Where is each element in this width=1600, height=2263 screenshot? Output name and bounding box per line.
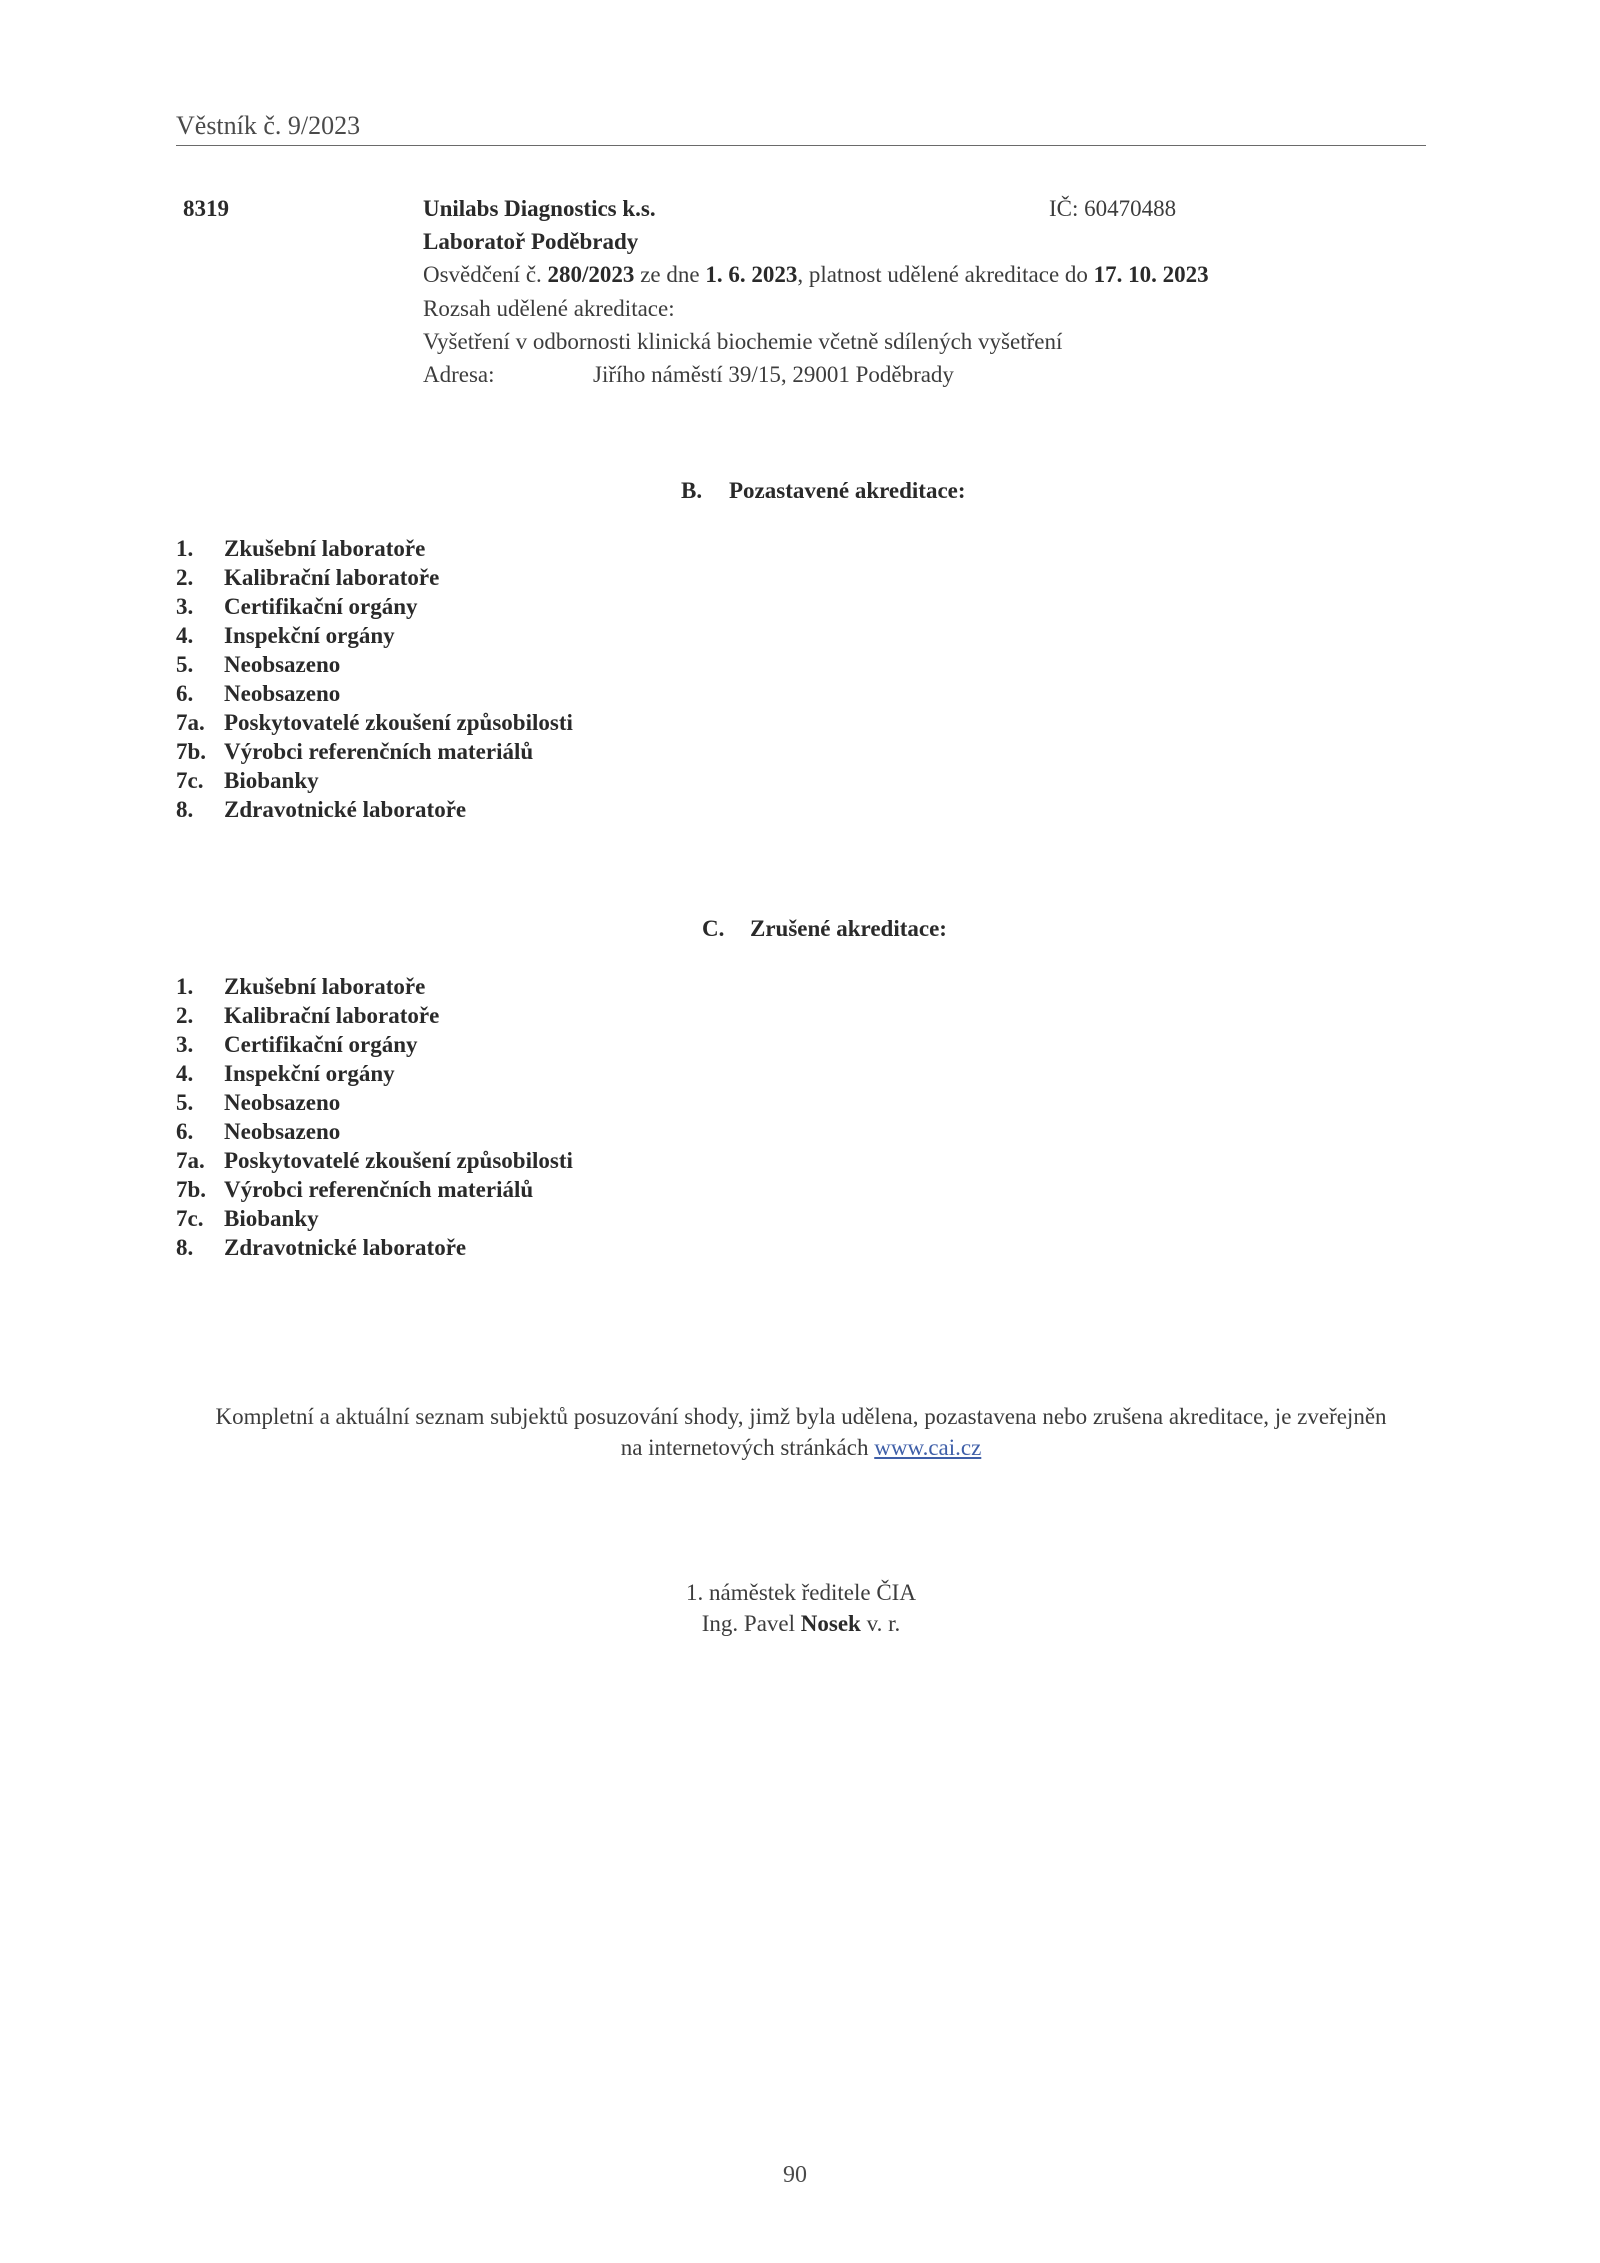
page-number: 90 (783, 2162, 807, 2188)
list-item (176, 1059, 573, 1088)
list-item (176, 1146, 573, 1175)
list-item (176, 679, 573, 708)
list-item (176, 1001, 573, 1030)
list-item-number: 2. (176, 565, 194, 590)
list-item-number: 5. (176, 652, 194, 677)
list-item-number: 7a. (176, 710, 205, 735)
section-c-letter: C. (702, 916, 725, 941)
section-b-list (176, 534, 573, 824)
signature-name-prefix: Ing. Pavel (701, 1611, 796, 1636)
section-b-heading (681, 478, 966, 504)
list-item-number: 7b. (176, 1177, 207, 1202)
list-item (176, 1175, 573, 1204)
cert-date: 1. 6. 2023 (705, 262, 798, 287)
section-c-list (176, 972, 573, 1262)
list-item-number: 2. (176, 1003, 194, 1028)
list-item-label: Výrobci referenčních materiálů (224, 739, 534, 764)
list-item-number: 7b. (176, 739, 207, 764)
list-item-number: 6. (176, 681, 194, 706)
list-item-label: Neobsazeno (224, 652, 341, 677)
list-item-number: 3. (176, 594, 194, 619)
cert-number: 280/2023 (547, 262, 635, 287)
list-item (176, 708, 573, 737)
list-item (176, 795, 573, 824)
signature-name (176, 1611, 1426, 1637)
list-item-number: 5. (176, 1090, 194, 1115)
entry-ic (1049, 196, 1176, 222)
footer-statement-line2 (176, 1435, 1426, 1461)
list-item-label: Biobanky (224, 1206, 319, 1231)
section-c-heading (702, 916, 947, 942)
list-item (176, 1030, 573, 1059)
list-item-label: Výrobci referenčních materiálů (224, 1177, 534, 1202)
entry-ic-value: 60470488 (1084, 196, 1177, 221)
list-item (176, 621, 573, 650)
list-item-number: 7c. (176, 768, 204, 793)
list-item (176, 766, 573, 795)
signature-suffix: v. r. (866, 1611, 901, 1636)
signature-surname: Nosek (800, 1611, 861, 1636)
list-item-label: Inspekční orgány (224, 1061, 395, 1086)
section-b-title: Pozastavené akreditace: (729, 478, 966, 503)
footer-link-prefix: na internetových stránkách (620, 1435, 869, 1460)
list-item-label: Neobsazeno (224, 1119, 341, 1144)
entry-ic-label: IČ: (1049, 196, 1079, 221)
validity-prefix: , platnost udělené akreditace do (797, 262, 1088, 287)
entry-scope-text: Vyšetření v odbornosti klinická biochemie včetně sdílených vyšetření (423, 329, 1063, 354)
entry-certificate-line (423, 262, 1209, 288)
list-item (176, 650, 573, 679)
page-header-title: Věstník č. 9/2023 (176, 111, 361, 140)
list-item-label: Biobanky (224, 768, 319, 793)
list-item-number: 4. (176, 1061, 194, 1086)
list-item-label: Kalibrační laboratoře (224, 1003, 440, 1028)
list-item (176, 1117, 573, 1146)
list-item (176, 534, 573, 563)
list-item-label: Certifikační orgány (224, 594, 418, 619)
list-item (176, 563, 573, 592)
list-item-label: Zkušební laboratoře (224, 974, 426, 999)
list-item-label: Poskytovatelé zkoušení způsobilosti (224, 710, 573, 735)
list-item-number: 1. (176, 974, 194, 999)
signature-role: 1. náměstek ředitele ČIA (686, 1580, 916, 1605)
list-item (176, 1233, 573, 1262)
entry-scope-label: Rozsah udělené akreditace: (423, 296, 675, 321)
list-item-number: 8. (176, 1235, 194, 1260)
cert-prefix: Osvědčení č. (423, 262, 542, 287)
list-item-label: Kalibrační laboratoře (224, 565, 440, 590)
section-b-letter: B. (681, 478, 703, 503)
list-item-label: Zdravotnické laboratoře (224, 797, 467, 822)
list-item-label: Inspekční orgány (224, 623, 395, 648)
list-item-label: Zkušební laboratoře (224, 536, 426, 561)
list-item-label: Neobsazeno (224, 681, 341, 706)
list-item-number: 7c. (176, 1206, 204, 1231)
list-item-number: 6. (176, 1119, 194, 1144)
footer-statement-line1: Kompletní a aktuální seznam subjektů posuzování shody, jimž byla udělena, pozastavena nebo zrušena akreditace, je zveřejněn (215, 1404, 1387, 1429)
list-item (176, 592, 573, 621)
entry-address-label: Adresa: (423, 362, 495, 387)
list-item-number: 3. (176, 1032, 194, 1057)
entry-address-value: Jiřího náměstí 39/15, 29001 Poděbrady (593, 362, 954, 387)
entry-number: 8319 (183, 196, 229, 221)
list-item (176, 972, 573, 1001)
list-item-number: 8. (176, 797, 194, 822)
list-item-label: Poskytovatelé zkoušení způsobilosti (224, 1148, 573, 1173)
header-divider (176, 145, 1426, 146)
validity-date: 17. 10. 2023 (1093, 262, 1209, 287)
list-item-number: 7a. (176, 1148, 205, 1173)
cai-website-link[interactable]: www.cai.cz (874, 1435, 982, 1460)
entry-lab-name: Laboratoř Poděbrady (423, 229, 639, 254)
list-item-label: Zdravotnické laboratoře (224, 1235, 467, 1260)
list-item-number: 1. (176, 536, 194, 561)
cert-date-prefix: ze dne (640, 262, 700, 287)
list-item-label: Certifikační orgány (224, 1032, 418, 1057)
list-item (176, 737, 573, 766)
list-item (176, 1204, 573, 1233)
list-item-label: Neobsazeno (224, 1090, 341, 1115)
list-item (176, 1088, 573, 1117)
list-item-number: 4. (176, 623, 194, 648)
entry-company-name: Unilabs Diagnostics k.s. (423, 196, 656, 221)
section-c-title: Zrušené akreditace: (750, 916, 947, 941)
